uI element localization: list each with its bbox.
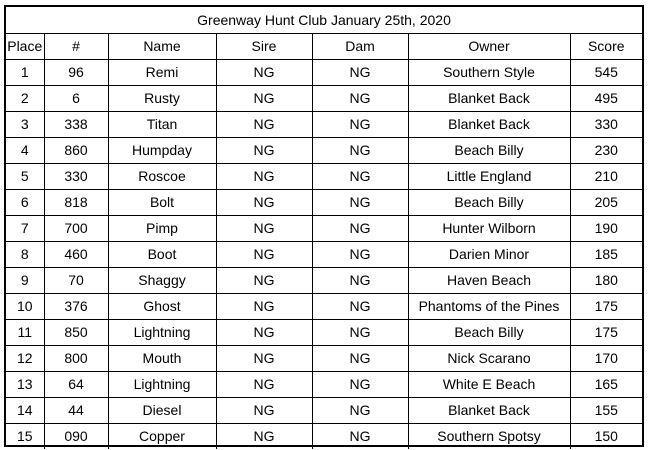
cell-score: 175 <box>570 320 642 346</box>
cell-score: 150 <box>570 424 642 450</box>
table-row <box>6 268 642 294</box>
cell-place: 1 <box>6 60 44 86</box>
header-row <box>6 34 642 60</box>
table-row <box>6 346 642 372</box>
cell-score: 180 <box>570 268 642 294</box>
table-row <box>6 60 642 86</box>
cell-owner: Nick Scarano <box>408 346 570 372</box>
cell-place: 4 <box>6 138 44 164</box>
table-row <box>6 242 642 268</box>
cell-number: 818 <box>44 190 108 216</box>
cell-dam: NG <box>312 190 408 216</box>
table-row <box>6 164 642 190</box>
cell-owner: Beach Billy <box>408 190 570 216</box>
cell-dam: NG <box>312 138 408 164</box>
cell-name: Diesel <box>108 398 216 424</box>
cell-dam: NG <box>312 320 408 346</box>
cell-sire: NG <box>216 320 312 346</box>
column-header-owner: Owner <box>408 34 570 60</box>
cell-score: 205 <box>570 190 642 216</box>
cell-score: 165 <box>570 372 642 398</box>
cell-place: 2 <box>6 86 44 112</box>
cell-dam: NG <box>312 112 408 138</box>
cell-name: Titan <box>108 112 216 138</box>
cell-place: 11 <box>6 320 44 346</box>
cell-place: 10 <box>6 294 44 320</box>
cell-name: Ghost <box>108 294 216 320</box>
cell-sire: NG <box>216 86 312 112</box>
cell-sire: NG <box>216 216 312 242</box>
cell-owner: Haven Beach <box>408 268 570 294</box>
cell-score: 210 <box>570 164 642 190</box>
cell-dam: NG <box>312 164 408 190</box>
cell-place: 7 <box>6 216 44 242</box>
cell-score: 175 <box>570 294 642 320</box>
cell-sire: NG <box>216 190 312 216</box>
cell-number: 850 <box>44 320 108 346</box>
cell-owner: Southern Style <box>408 60 570 86</box>
cell-name: Shaggy <box>108 268 216 294</box>
cell-score: 155 <box>570 398 642 424</box>
column-header-number: # <box>44 34 108 60</box>
cell-score: 170 <box>570 346 642 372</box>
cell-owner: Phantoms of the Pines <box>408 294 570 320</box>
cell-owner: Blanket Back <box>408 112 570 138</box>
cell-name: Lightning <box>108 372 216 398</box>
cell-place: 6 <box>6 190 44 216</box>
result-rows <box>6 60 642 450</box>
cell-number: 6 <box>44 86 108 112</box>
table-row <box>6 398 642 424</box>
cell-sire: NG <box>216 346 312 372</box>
table-row <box>6 424 642 450</box>
cell-place: 12 <box>6 346 44 372</box>
cell-place: 5 <box>6 164 44 190</box>
cell-score: 330 <box>570 112 642 138</box>
cell-number: 860 <box>44 138 108 164</box>
cell-sire: NG <box>216 138 312 164</box>
cell-score: 190 <box>570 216 642 242</box>
cell-sire: NG <box>216 372 312 398</box>
cell-sire: NG <box>216 424 312 450</box>
table-row <box>6 86 642 112</box>
cell-number: 44 <box>44 398 108 424</box>
cell-number: 700 <box>44 216 108 242</box>
cell-name: Humpday <box>108 138 216 164</box>
cell-sire: NG <box>216 294 312 320</box>
cell-dam: NG <box>312 86 408 112</box>
table-row <box>6 138 642 164</box>
cell-name: Bolt <box>108 190 216 216</box>
cell-dam: NG <box>312 268 408 294</box>
cell-name: Pimp <box>108 216 216 242</box>
cell-sire: NG <box>216 112 312 138</box>
cell-score: 230 <box>570 138 642 164</box>
cell-place: 9 <box>6 268 44 294</box>
cell-name: Remi <box>108 60 216 86</box>
cell-number: 70 <box>44 268 108 294</box>
sheet-title: Greenway Hunt Club January 25th, 2020 <box>6 7 642 34</box>
cell-owner: Southern Spotsy <box>408 424 570 450</box>
cell-place: 13 <box>6 372 44 398</box>
cell-owner: Hunter Wilborn <box>408 216 570 242</box>
cell-owner: Beach Billy <box>408 320 570 346</box>
cell-sire: NG <box>216 242 312 268</box>
cell-score: 185 <box>570 242 642 268</box>
cell-sire: NG <box>216 268 312 294</box>
cell-dam: NG <box>312 294 408 320</box>
cell-number: 96 <box>44 60 108 86</box>
cell-number: 460 <box>44 242 108 268</box>
column-header-sire: Sire <box>216 34 312 60</box>
column-header-name: Name <box>108 34 216 60</box>
table-row <box>6 216 642 242</box>
cell-dam: NG <box>312 398 408 424</box>
cell-number: 090 <box>44 424 108 450</box>
cell-score: 495 <box>570 86 642 112</box>
cell-name: Copper <box>108 424 216 450</box>
cell-place: 14 <box>6 398 44 424</box>
column-header-dam: Dam <box>312 34 408 60</box>
column-header-score: Score <box>570 34 642 60</box>
table-row <box>6 294 642 320</box>
cell-number: 64 <box>44 372 108 398</box>
cell-dam: NG <box>312 60 408 86</box>
table-row <box>6 190 642 216</box>
cell-owner: Blanket Back <box>408 86 570 112</box>
cell-name: Roscoe <box>108 164 216 190</box>
cell-name: Lightning <box>108 320 216 346</box>
cell-place: 15 <box>6 424 44 450</box>
table-row <box>6 372 642 398</box>
results-table <box>6 34 642 449</box>
cell-name: Mouth <box>108 346 216 372</box>
cell-place: 8 <box>6 242 44 268</box>
cell-sire: NG <box>216 164 312 190</box>
cell-owner: Blanket Back <box>408 398 570 424</box>
cell-owner: Beach Billy <box>408 138 570 164</box>
column-header-place: Place <box>6 34 44 60</box>
cell-sire: NG <box>216 398 312 424</box>
cell-dam: NG <box>312 424 408 450</box>
cell-dam: NG <box>312 216 408 242</box>
cell-name: Rusty <box>108 86 216 112</box>
table-row <box>6 320 642 346</box>
cell-place: 3 <box>6 112 44 138</box>
cell-owner: Little England <box>408 164 570 190</box>
cell-number: 800 <box>44 346 108 372</box>
cell-number: 376 <box>44 294 108 320</box>
cell-sire: NG <box>216 60 312 86</box>
cell-dam: NG <box>312 346 408 372</box>
cell-score: 545 <box>570 60 642 86</box>
cell-dam: NG <box>312 372 408 398</box>
cell-dam: NG <box>312 242 408 268</box>
cell-number: 338 <box>44 112 108 138</box>
cell-owner: White E Beach <box>408 372 570 398</box>
results-sheet <box>4 5 644 447</box>
cell-number: 330 <box>44 164 108 190</box>
table-row <box>6 112 642 138</box>
cell-name: Boot <box>108 242 216 268</box>
cell-owner: Darien Minor <box>408 242 570 268</box>
